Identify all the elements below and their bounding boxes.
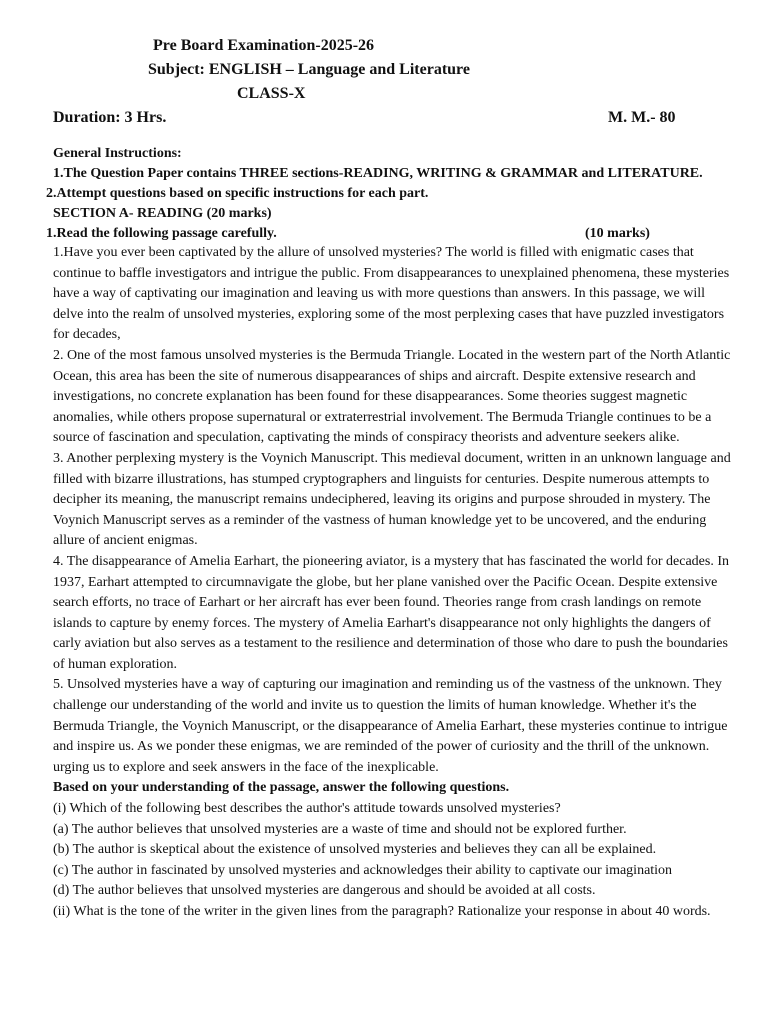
question-i: (i) Which of the following best describes the author's attitude towards unsolved mysteries? <box>53 801 561 817</box>
passage-paragraph: 3. Another perplexing mystery is the Voynich Manuscript. This medieval document, written in an unknown language and filled with bizarre illustrations, has stumped cryptographers and linguists for centuries. Despite numerous attempts to decipher its meaning, the manuscript remains undeciphered, leaving its origins and purpose shrouded in mystery. The Voynich Manuscript serves as a reminder of the vastness of human knowledge yet to be uncovered, and the enduring allure of ancient enigmas. <box>53 450 731 549</box>
class-title: CLASS-X <box>237 85 306 102</box>
question-1-heading: 1.Read the following passage carefully. <box>46 226 277 241</box>
duration: Duration: 3 Hrs. <box>53 109 167 126</box>
option-b: (b) The author is skeptical about the existence of unsolved mysteries and believes they can all be explained. <box>53 842 657 858</box>
option-c: (c) The author in fascinated by unsolved mysteries and acknowledges their ability to captivate our imagination <box>53 862 673 878</box>
instructions-title: General Instructions: <box>53 146 182 161</box>
option-a: (a) The author believes that unsolved mysteries are a waste of time and should not be explored further. <box>53 821 627 837</box>
passage-paragraph: 4. The disappearance of Amelia Earhart, the pioneering aviator, is a mystery that has fascinated the world for decades. In 1937, Earhart attempted to circumnavigate the globe, but her plane vanished over the Pacific Ocean. Despite extensive search efforts, no trace of Earhart or her aircraft has ever been found. Theories range from crash landings on remote islands to capture by enemy forces. The mystery of Amelia Earhart's disappearance not only highlights the dangers of carly aviation but also serves as a testament to the resilience and determination of those who dare to push the boundaries of human exploration. <box>53 553 729 672</box>
exam-title: Pre Board Examination-2025-26 <box>153 37 375 54</box>
questions-intro: Based on your understanding of the passage, answer the following questions. <box>53 780 510 796</box>
passage-paragraph: 2. One of the most famous unsolved mysteries is the Bermuda Triangle. Located in the western part of the North Atlantic Ocean, this area has been the site of numerous disappearances of ships and aircraft. Despite extensive research and investigations, no concrete explanation has been found for these disappearances. Some theories suggest magnetic anomalies, while others propose supernatural or extraterrestrial involvement. The Bermuda Triangle continues to be a source of fascination and speculation, captivating the minds of conspiracy theorists and adventure seekers alike. <box>53 347 731 446</box>
passage-paragraph: 1.Have you ever been captivated by the allure of unsolved mysteries? The world is filled with enigmatic cases that continue to baffle investigators and intrigue the public. From disappearances to unexplained phenomena, these mysteries have a way of captivating our imagination and leaving us with more questions than answers. In this passage, we will delve into the realm of unsolved mysteries, exploring some of the most perplexing cases that have puzzled investigators for decades, <box>53 245 730 343</box>
option-d: (d) The author believes that unsolved mysteries are dangerous and should be avoided at all costs. <box>53 883 596 899</box>
question-1-marks: (10 marks) <box>585 226 650 241</box>
subject-title: Subject: ENGLISH – Language and Literature <box>148 61 470 78</box>
question-ii: (ii) What is the tone of the writer in the given lines from the paragraph? Rationalize your response in about 40 words. <box>53 904 711 919</box>
max-marks: M. M.- 80 <box>608 109 676 126</box>
section-a-title: SECTION A- READING (20 marks) <box>53 206 272 221</box>
instruction-item: 2.Attempt questions based on specific instructions for each part. <box>46 186 429 201</box>
instruction-item: 1.The Question Paper contains THREE sections-READING, WRITING & GRAMMAR and LITERATURE. <box>53 166 703 181</box>
passage-paragraph: 5. Unsolved mysteries have a way of capturing our imagination and reminding us of the vastness of the unknown. They challenge our understanding of the world and invite us to question the limits of human knowledge. Whether it's the Bermuda Triangle, the Voynich Manuscript, or the disappearance of Amelia Earhart, these mysteries continue to intrigue and inspire us. As we ponder these enigmas, we are reminded of the power of curiosity and the thrill of the unknown. urging us to explore and seek answers in the face of the inexplicable. <box>53 677 728 775</box>
passage <box>53 243 733 923</box>
